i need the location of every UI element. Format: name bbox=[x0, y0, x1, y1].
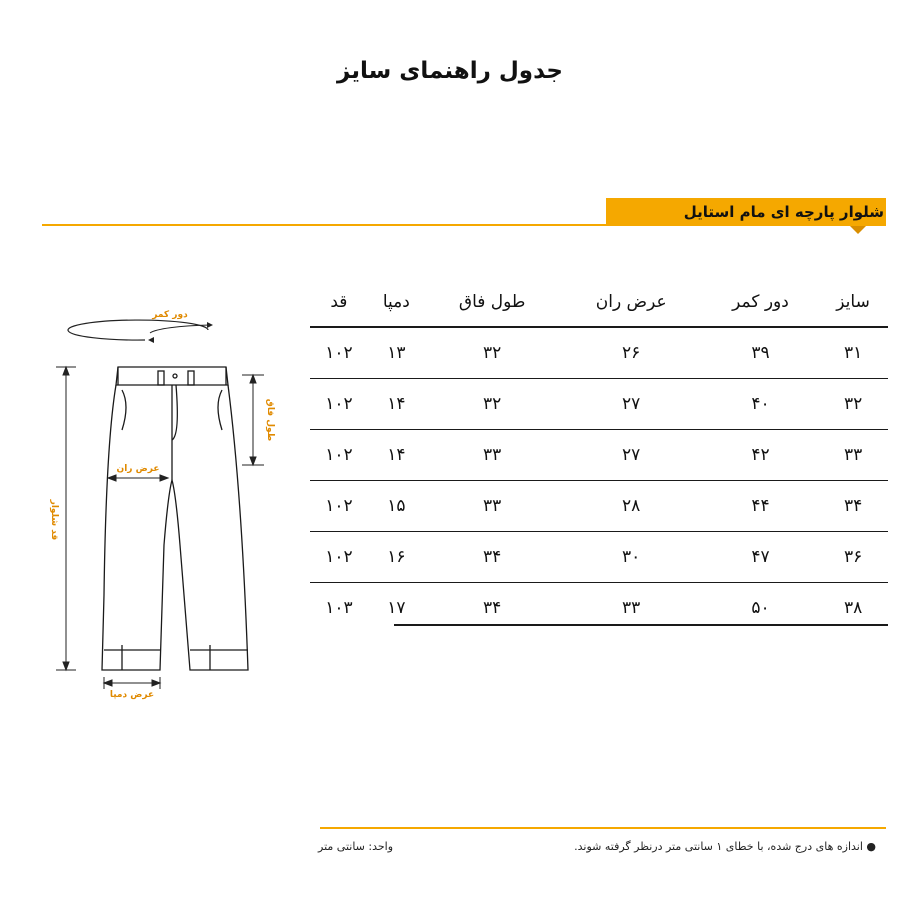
table-row bbox=[310, 532, 888, 583]
bullet-icon: ● bbox=[862, 840, 876, 853]
header-thigh: عرض ران bbox=[560, 278, 703, 327]
cell-waist: ۳۹ bbox=[703, 327, 818, 379]
header-rise: طول فاق bbox=[425, 278, 560, 327]
table-row bbox=[310, 430, 888, 481]
cell-rise: ۳۴ bbox=[425, 532, 560, 583]
cell-size: ۳۳ bbox=[818, 430, 888, 481]
header-length: قد bbox=[310, 278, 368, 327]
pants-icon bbox=[102, 367, 248, 670]
cell-waist: ۵۰ bbox=[751, 598, 770, 618]
cell-waist: ۴۲ bbox=[703, 430, 818, 481]
cell-length: ۱۰۲ bbox=[310, 327, 368, 379]
cell-hem: ۱۶ bbox=[368, 532, 425, 583]
cell-rise: ۳۲ bbox=[425, 379, 560, 430]
cell-hem: ۱۷ bbox=[387, 598, 406, 618]
cell-thigh: ۳۰ bbox=[560, 532, 703, 583]
cell-size: ۳۲ bbox=[818, 379, 888, 430]
page-title: جدول راهنمای سایز bbox=[337, 58, 563, 84]
cell-waist: ۴۴ bbox=[703, 481, 818, 532]
cell-size: ۳۱ bbox=[818, 327, 888, 379]
product-title: شلوار پارچه ای مام استایل bbox=[683, 203, 884, 221]
footer-note-text: اندازه های درج شده، با خطای ۱ سانتی متر درنظر گرفته شوند. bbox=[574, 840, 863, 853]
cell-rise: ۳۴ bbox=[483, 598, 502, 618]
cell-hem: ۱۴ bbox=[368, 379, 425, 430]
cell-waist: ۴۷ bbox=[703, 532, 818, 583]
cell-rise: ۳۳ bbox=[425, 430, 560, 481]
pants-diagram bbox=[30, 295, 290, 705]
rise-measure bbox=[242, 375, 264, 465]
cell-size: ۳۸ bbox=[843, 598, 863, 618]
hem-label: عرض دمپا bbox=[109, 690, 155, 700]
cell-thigh: ۲۶ bbox=[560, 327, 703, 379]
table-row bbox=[310, 327, 888, 379]
cell-length: ۱۰۲ bbox=[310, 532, 368, 583]
cell-hem: ۱۴ bbox=[368, 430, 425, 481]
cell-length: ۱۰۲ bbox=[310, 481, 368, 532]
header-hem: دمپا bbox=[368, 278, 425, 327]
hem-measure bbox=[104, 677, 160, 689]
cell-waist: ۴۰ bbox=[703, 379, 818, 430]
cell-size: ۳۶ bbox=[818, 532, 888, 583]
table-bottom-line bbox=[394, 624, 888, 626]
waist-label: دور کمر bbox=[152, 310, 188, 320]
cell-length: ۱۰۲ bbox=[310, 430, 368, 481]
cell-thigh: ۲۷ bbox=[560, 430, 703, 481]
length-label: قد شلوار bbox=[49, 499, 59, 541]
thigh-measure bbox=[108, 475, 168, 481]
size-table bbox=[310, 278, 888, 633]
table-row bbox=[310, 379, 888, 430]
footer-divider bbox=[320, 827, 886, 829]
cell-thigh: ۲۷ bbox=[560, 379, 703, 430]
footer-note bbox=[574, 840, 876, 853]
cell-size: ۳۴ bbox=[818, 481, 888, 532]
cell-hem: ۱۳ bbox=[368, 327, 425, 379]
cell-rise: ۳۲ bbox=[425, 327, 560, 379]
cell-length: ۱۰۳ bbox=[325, 598, 353, 618]
table-row bbox=[310, 481, 888, 532]
cell-thigh: ۳۳ bbox=[622, 598, 641, 618]
cell-rise: ۳۳ bbox=[425, 481, 560, 532]
footer-unit: واحد: سانتی متر bbox=[318, 840, 394, 853]
cell-hem: ۱۵ bbox=[368, 481, 425, 532]
header-size: سایز bbox=[818, 278, 888, 327]
cell-length: ۱۰۲ bbox=[310, 379, 368, 430]
table-header-row bbox=[310, 278, 888, 327]
cell-thigh: ۲۸ bbox=[560, 481, 703, 532]
rise-label: طول فاق bbox=[265, 398, 275, 442]
waist-measure bbox=[68, 310, 213, 343]
thigh-label: عرض ران bbox=[116, 464, 160, 474]
section-tab-tail bbox=[850, 226, 866, 234]
header-waist: دور کمر bbox=[703, 278, 818, 327]
